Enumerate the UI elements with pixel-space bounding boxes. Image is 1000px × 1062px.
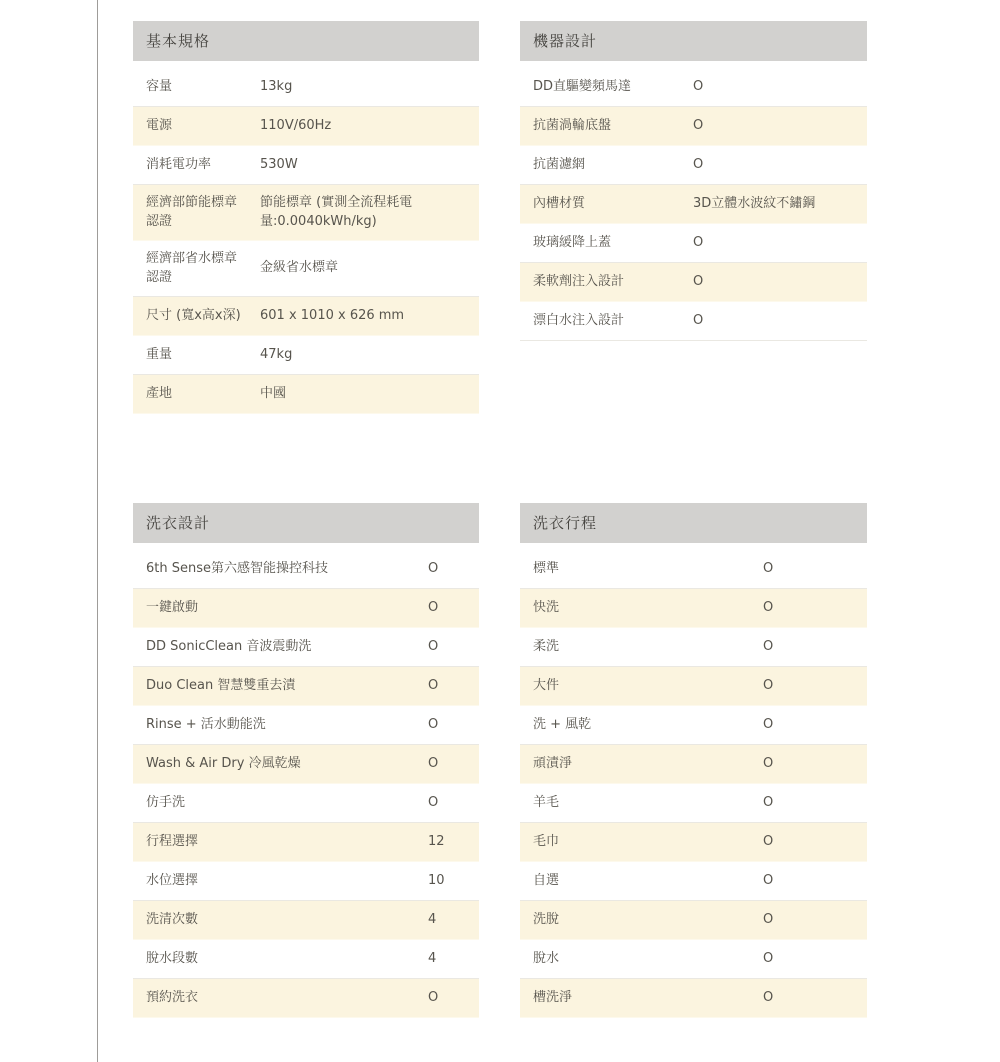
- spec-label: 槽洗淨: [533, 989, 573, 1005]
- spec-value: 3D立體水波紋不鏽鋼: [693, 195, 816, 211]
- spec-label: 洗清次數: [146, 911, 199, 927]
- section-title: 洗衣行程: [533, 514, 598, 532]
- table-row: [133, 336, 479, 375]
- spec-label: 羊毛: [533, 794, 560, 810]
- spec-value: O: [693, 78, 704, 94]
- spec-rows: [133, 68, 479, 414]
- spec-value: O: [428, 794, 439, 810]
- table-row: [520, 745, 867, 784]
- spec-label: 重量: [146, 346, 173, 362]
- table-row: [520, 68, 867, 107]
- page-left-border: [97, 0, 98, 1062]
- table-row: [520, 862, 867, 901]
- spec-value: O: [428, 989, 439, 1005]
- table-row: [520, 901, 867, 940]
- table-row: [133, 901, 479, 940]
- spec-label: 內槽材質: [533, 195, 586, 211]
- spec-value: 10: [428, 872, 445, 888]
- spec-label: 柔軟劑注入設計: [533, 273, 625, 289]
- table-row: [133, 667, 479, 706]
- spec-label: 抗菌渦輪底盤: [533, 117, 612, 133]
- spec-rows: [133, 550, 479, 1018]
- spec-label: 洗 + 風乾: [533, 716, 592, 732]
- spec-label: 尺寸 (寬x高x深): [146, 307, 241, 323]
- table-row: [133, 297, 479, 336]
- spec-label: 預約洗衣: [146, 989, 199, 1005]
- table-row: [133, 940, 479, 979]
- spec-value: O: [763, 599, 774, 615]
- table-row: [520, 940, 867, 979]
- spec-label: Duo Clean 智慧雙重去漬: [146, 677, 296, 693]
- table-row: [520, 224, 867, 263]
- table-row: [520, 302, 867, 341]
- spec-value: 4: [428, 950, 437, 966]
- spec-value: O: [763, 911, 774, 927]
- spec-value: O: [693, 234, 704, 250]
- spec-label: 頑漬淨: [533, 755, 573, 771]
- spec-value: O: [428, 716, 439, 732]
- spec-value: O: [428, 599, 439, 615]
- spec-value: O: [763, 833, 774, 849]
- table-row: [133, 185, 479, 241]
- spec-value: O: [763, 989, 774, 1005]
- spec-label: 毛巾: [533, 833, 560, 849]
- table-row: [520, 706, 867, 745]
- spec-label: 快洗: [533, 599, 560, 615]
- spec-value: 4: [428, 911, 437, 927]
- spec-label: 容量: [146, 78, 173, 94]
- section-header-wash-programs: [520, 503, 867, 543]
- table-row: [520, 107, 867, 146]
- spec-value: O: [763, 794, 774, 810]
- spec-value: O: [693, 156, 704, 172]
- table-row: [133, 241, 479, 297]
- spec-label: 經濟部節能標章認證: [146, 194, 238, 229]
- table-row: [133, 706, 479, 745]
- table-row: [133, 745, 479, 784]
- spec-value: O: [693, 273, 704, 289]
- spec-value: 12: [428, 833, 445, 849]
- table-row: [133, 146, 479, 185]
- section-title: 基本規格: [146, 32, 211, 50]
- spec-value: 601 x 1010 x 626 mm: [260, 307, 405, 323]
- spec-value: O: [763, 755, 774, 771]
- spec-value: O: [693, 117, 704, 133]
- spec-value: 金級省水標章: [260, 260, 339, 276]
- spec-label: 行程選擇: [146, 833, 199, 849]
- spec-label: 自選: [533, 872, 560, 888]
- spec-label: 消耗電功率: [146, 156, 212, 172]
- spec-label: 仿手洗: [146, 794, 186, 810]
- spec-label: 6th Sense第六感智能操控科技: [146, 560, 329, 576]
- spec-value: 47kg: [260, 346, 293, 362]
- section-title: 機器設計: [533, 32, 598, 50]
- section-header-washing-design: [133, 503, 479, 543]
- washing-design-table: [133, 503, 479, 1018]
- table-row: [133, 375, 479, 414]
- section-title: 洗衣設計: [146, 514, 211, 532]
- table-row: [520, 823, 867, 862]
- spec-label: 標準: [533, 560, 560, 576]
- machine-design-table: [520, 21, 867, 341]
- spec-label: 洗脫: [533, 911, 560, 927]
- spec-value: O: [428, 677, 439, 693]
- table-row: [133, 68, 479, 107]
- table-row: [520, 784, 867, 823]
- spec-value: 中國: [260, 385, 287, 401]
- table-row: [133, 628, 479, 667]
- spec-label: 抗菌濾網: [533, 156, 586, 172]
- table-row: [133, 107, 479, 146]
- spec-label: 經濟部省水標章認證: [146, 250, 238, 285]
- spec-value: O: [428, 560, 439, 576]
- spec-label: 一鍵啟動: [146, 599, 199, 615]
- table-row: [133, 823, 479, 862]
- spec-label: DD直驅變頻馬達: [533, 78, 632, 94]
- spec-label: Rinse + 活水動能洗: [146, 716, 266, 732]
- spec-value: O: [428, 638, 439, 654]
- table-row: [520, 146, 867, 185]
- table-row: [520, 550, 867, 589]
- table-row: [133, 589, 479, 628]
- spec-label: 電源: [146, 117, 173, 133]
- spec-label: 柔洗: [533, 638, 560, 654]
- table-row: [520, 979, 867, 1018]
- spec-value: O: [763, 677, 774, 693]
- section-header-basic-specs: [133, 21, 479, 61]
- table-row: [520, 667, 867, 706]
- spec-value: O: [428, 755, 439, 771]
- table-row: [133, 979, 479, 1018]
- spec-value: O: [763, 872, 774, 888]
- spec-label: 脫水段數: [146, 950, 199, 966]
- spec-value: O: [693, 312, 704, 328]
- table-row: [520, 185, 867, 224]
- spec-rows: [520, 68, 867, 341]
- spec-label: 脫水: [533, 950, 560, 966]
- spec-value: 530W: [260, 156, 298, 172]
- table-row: [133, 784, 479, 823]
- spec-value: O: [763, 950, 774, 966]
- spec-value: 13kg: [260, 78, 293, 94]
- spec-rows: [520, 550, 867, 1018]
- spec-label: 漂白水注入設計: [533, 312, 625, 328]
- spec-label: DD SonicClean 音波震動洗: [146, 638, 312, 654]
- table-row: [520, 589, 867, 628]
- spec-value: O: [763, 560, 774, 576]
- table-row: [133, 862, 479, 901]
- spec-label: 玻璃緩降上蓋: [533, 234, 612, 250]
- spec-value: O: [763, 716, 774, 732]
- spec-value: 節能標章 (實測全流程耗電量:0.0040kWh/kg): [260, 194, 413, 229]
- table-row: [520, 628, 867, 667]
- spec-label: 大件: [533, 677, 560, 693]
- spec-label: 水位選擇: [146, 872, 199, 888]
- spec-value: 110V/60Hz: [260, 117, 332, 133]
- basic-specs-table: [133, 21, 479, 414]
- wash-programs-table: [520, 503, 867, 1018]
- section-header-machine-design: [520, 21, 867, 61]
- spec-value: O: [763, 638, 774, 654]
- spec-label: Wash & Air Dry 冷風乾燥: [146, 755, 301, 771]
- table-row: [133, 550, 479, 589]
- spec-label: 產地: [146, 385, 173, 401]
- table-row: [520, 263, 867, 302]
